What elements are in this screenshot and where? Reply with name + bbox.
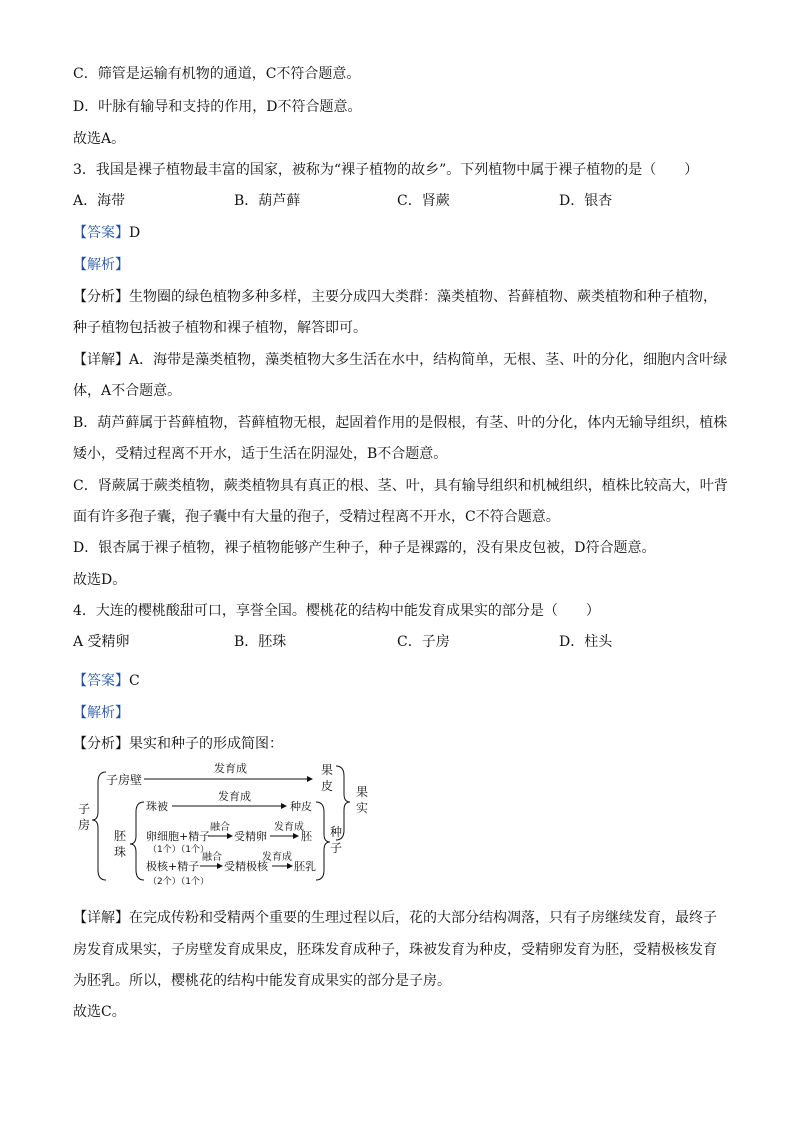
q4-option-a: A 受精卵 bbox=[73, 634, 130, 650]
analysis-text: 生物圈的绿色植物多种多样，主要分成四大类群：藻类植物、苔藓植物、蕨类植物和种子植物， bbox=[129, 289, 717, 305]
detail-tag: 【详解】 bbox=[73, 910, 129, 926]
q4-analysis-1 bbox=[73, 734, 283, 754]
analysis-text: 果实和种子的形成简图： bbox=[129, 736, 283, 752]
label-zifang-2: 房 bbox=[78, 818, 91, 832]
label-fayucheng-2: 发育成 bbox=[218, 790, 251, 803]
label-zhongpi: 种皮 bbox=[290, 800, 312, 813]
label-luanxibao: 卵细胞+精子 bbox=[146, 830, 211, 843]
fruit-seed-formation-diagram bbox=[72, 758, 392, 890]
label-count-2: （2个）（1个） bbox=[148, 877, 209, 887]
line-c-sieve: C．筛管是运输有机物的通道，C不符合题意。 bbox=[73, 66, 361, 82]
label-count-1: （1个）（1个） bbox=[148, 845, 209, 855]
label-peizhu-1: 胚 bbox=[114, 829, 127, 843]
detail-tag: 【详解】 bbox=[73, 352, 129, 368]
detail-text: 在完成传粉和受精两个重要的生理过程以后，花的大部分结构凋落，只有子房继续发育，最终子 bbox=[129, 910, 717, 926]
question-4: 4．大连的樱桃酸甜可口，享誉全国。樱桃花的结构中能发育成果实的部分是（ ） bbox=[73, 603, 600, 619]
label-zifangbi: 子房壁 bbox=[106, 773, 143, 787]
label-zifang-1: 子 bbox=[78, 802, 91, 816]
q3-choose: 故选D。 bbox=[73, 572, 127, 588]
q3-jiexi-tag: 【解析】 bbox=[73, 257, 129, 273]
q3-detail-c2: 面有许多孢子囊，孢子囊中有大量的孢子，受精过程离不开水，C不符合题意。 bbox=[73, 509, 560, 525]
q4-option-c: C．子房 bbox=[397, 634, 450, 650]
q3-detail-b2: 矮小，受精过程离不开水，适于生活在阴湿处，B不合题意。 bbox=[73, 446, 448, 462]
label-zhongzi-1: 种 bbox=[330, 825, 343, 839]
q3-detail-1 bbox=[73, 350, 727, 370]
answer-value: C bbox=[129, 673, 140, 689]
q3-detail-c1: C．肾蕨属于蕨类植物，蕨类植物具有真正的根、茎、叶，具有输导组织和机械组织，植株比较高大，叶背 bbox=[73, 478, 728, 494]
q3-detail-d1: D．银杏属于裸子植物，裸子植物能够产生种子，种子是裸露的，没有果皮包被，D符合题意。 bbox=[73, 540, 656, 556]
label-jihe: 极核+精子 bbox=[146, 860, 200, 873]
line-choose-a: 故选A。 bbox=[73, 131, 126, 147]
label-shoujingjihe: 受精极核 bbox=[224, 860, 268, 873]
brace-peizhu bbox=[130, 802, 144, 880]
q4-detail-3: 为胚乳。所以，樱桃花的结构中能发育成果实的部分是子房。 bbox=[73, 973, 451, 989]
label-zhubei: 珠被 bbox=[146, 800, 168, 813]
q3-option-b: B．葫芦藓 bbox=[234, 193, 301, 209]
question-3: 3．我国是裸子植物最丰富的国家，被称为“裸子植物的故乡”。下列植物中属于裸子植物的是（ ） bbox=[73, 162, 699, 178]
answer-tag: 【答案】 bbox=[73, 673, 129, 689]
label-guopi-1: 果 bbox=[321, 763, 334, 777]
label-guoshi-1: 果 bbox=[356, 785, 369, 799]
brace-zhongzi bbox=[316, 802, 330, 880]
q4-answer bbox=[73, 671, 140, 691]
q3-detail-2: 体，A不合题意。 bbox=[73, 383, 182, 399]
label-zhongzi-2: 子 bbox=[330, 841, 343, 855]
q4-detail-2: 房发育成果实，子房壁发育成果皮，胚珠发育成种子，珠被发育为种皮，受精卵发育为胚，受精极核发育 bbox=[73, 942, 717, 958]
analysis-tag: 【分析】 bbox=[73, 289, 129, 305]
q4-choose: 故选C。 bbox=[73, 1004, 126, 1020]
q3-answer bbox=[73, 223, 140, 243]
label-guopi-2: 皮 bbox=[321, 779, 334, 793]
label-fayucheng-1: 发育成 bbox=[214, 762, 247, 775]
q3-analysis-2: 种子植物包括被子植物和裸子植物，解答即可。 bbox=[73, 320, 367, 336]
label-peizhu-2: 珠 bbox=[114, 845, 127, 859]
label-pei: 胚 bbox=[301, 830, 312, 843]
q4-option-d: D．柱头 bbox=[559, 634, 613, 650]
q4-option-b: B．胚珠 bbox=[234, 634, 287, 650]
q3-detail-b1: B．葫芦藓属于苔藓植物，苔藓植物无根，起固着作用的是假根，有茎、叶的分化，体内无输导组织，植株 bbox=[73, 415, 728, 431]
analysis-tag: 【分析】 bbox=[73, 736, 129, 752]
label-fayucheng-4: 发育成 bbox=[262, 852, 292, 863]
label-peiru: 胚乳 bbox=[294, 860, 316, 873]
q3-option-a: A．海带 bbox=[73, 193, 126, 209]
label-shoujingluan: 受精卵 bbox=[234, 830, 267, 843]
detail-text: A．海带是藻类植物，藻类植物大多生活在水中，结构简单，无根、茎、叶的分化，细胞内含叶绿 bbox=[129, 352, 728, 368]
q4-jiexi-tag: 【解析】 bbox=[73, 705, 129, 721]
answer-tag: 【答案】 bbox=[73, 225, 129, 241]
q3-option-d: D．银杏 bbox=[559, 193, 613, 209]
label-guoshi-2: 实 bbox=[356, 801, 369, 815]
q3-option-c: C．肾蕨 bbox=[397, 193, 450, 209]
q4-detail-1 bbox=[73, 908, 717, 928]
line-d-vein: D．叶脉有输导和支持的作用，D不符合题意。 bbox=[73, 99, 362, 115]
q3-analysis-1 bbox=[73, 287, 717, 307]
answer-value: D bbox=[129, 225, 141, 241]
label-fayucheng-3: 发育成 bbox=[274, 822, 304, 833]
label-ronghe-1: 融合 bbox=[210, 822, 230, 833]
brace-zifang bbox=[92, 772, 106, 880]
label-ronghe-2: 融合 bbox=[202, 852, 222, 863]
